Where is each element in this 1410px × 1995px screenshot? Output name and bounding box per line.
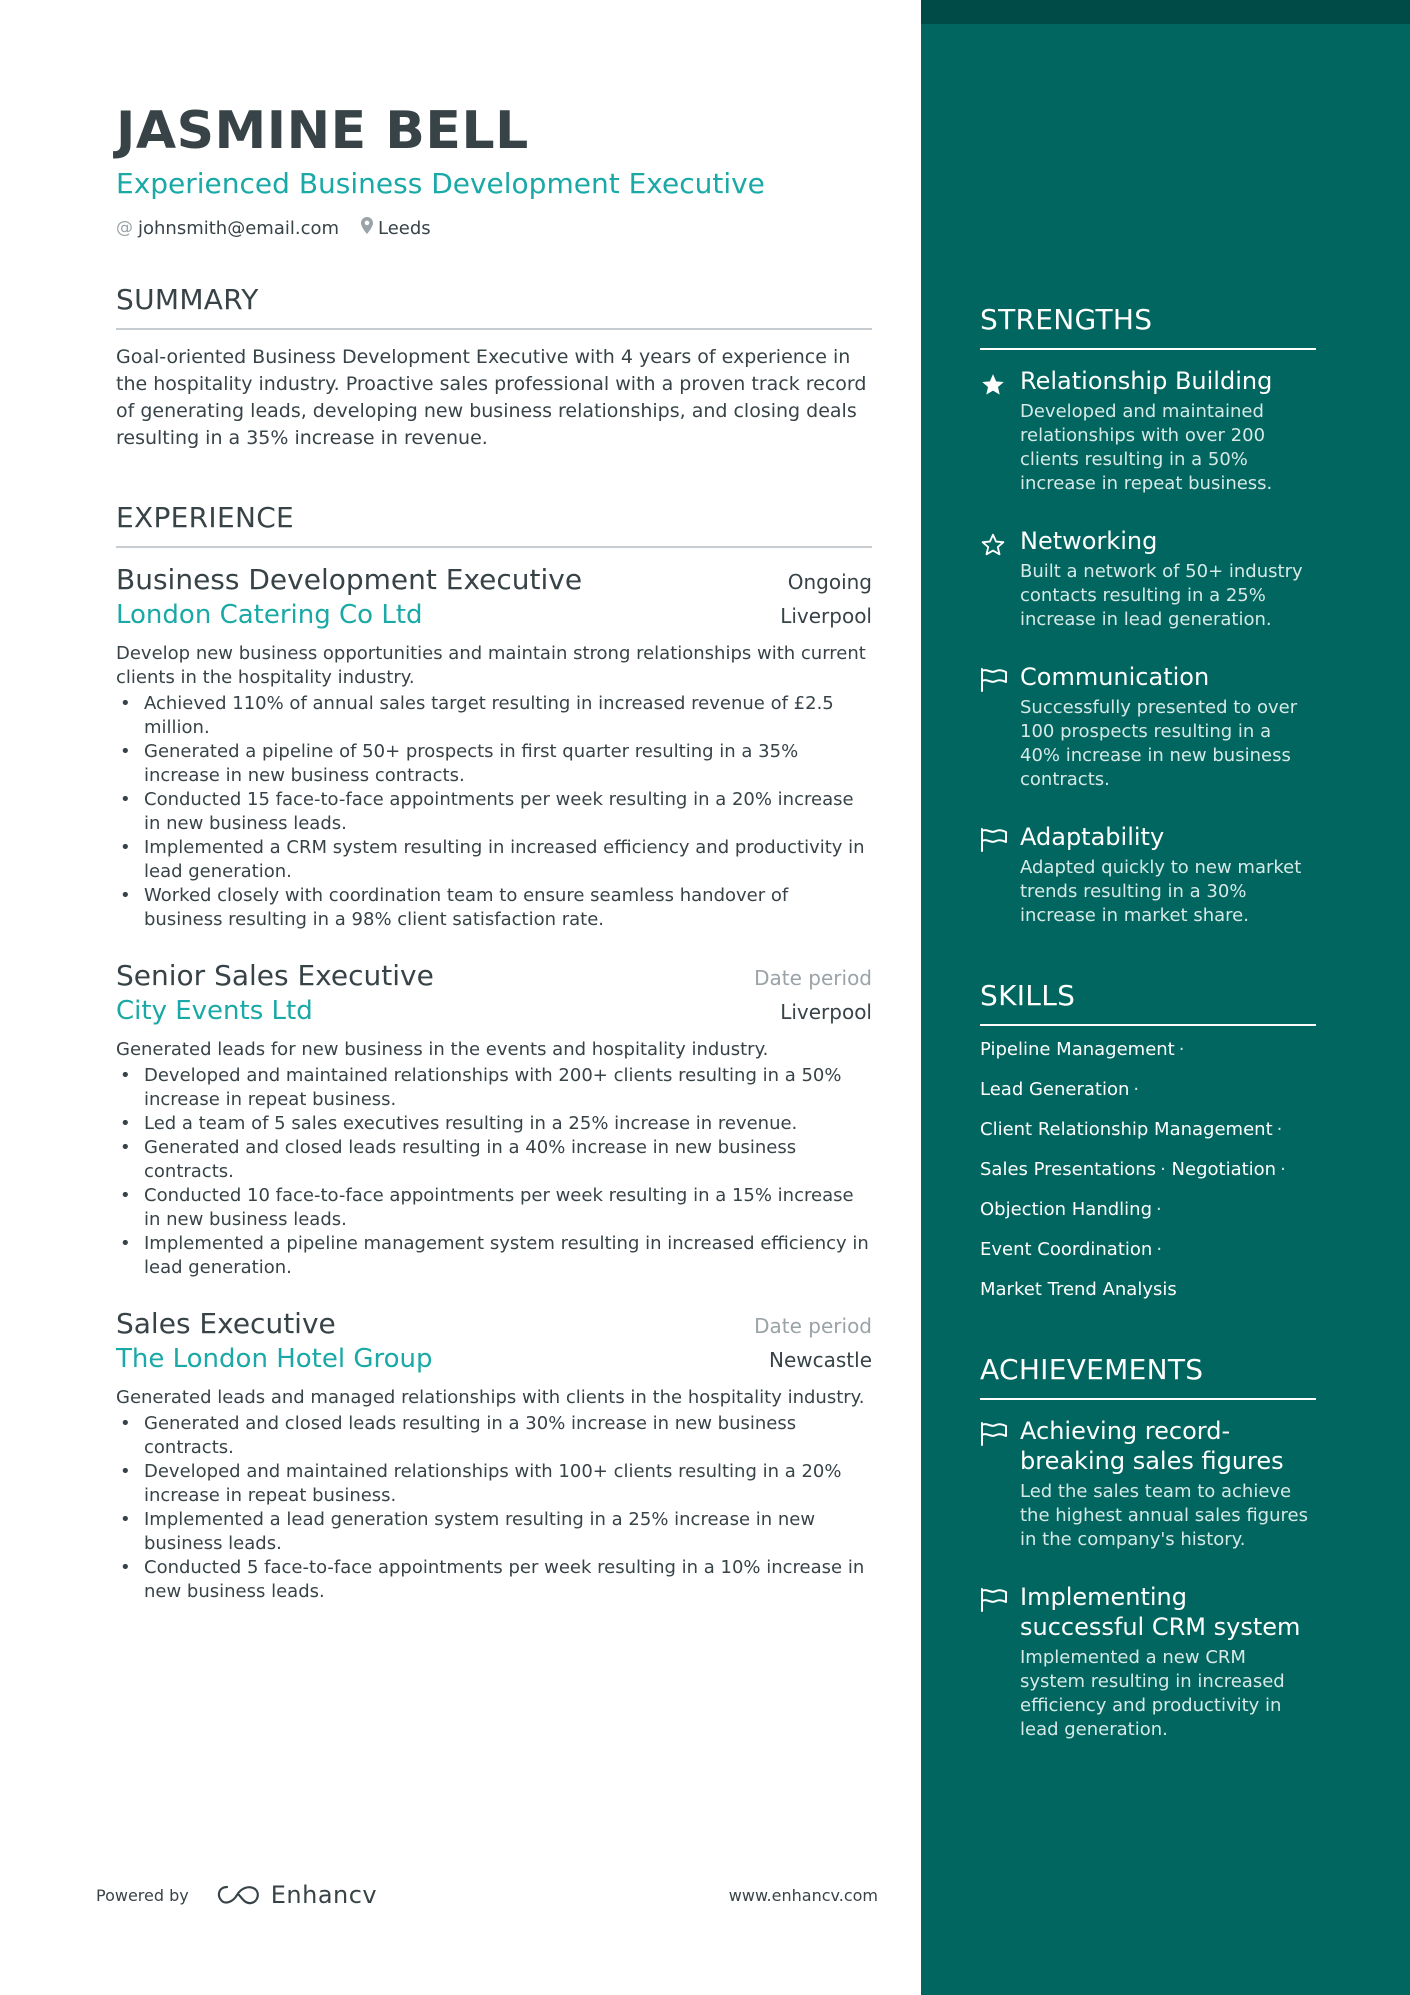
- achievement-description: Led the sales team to achieve the highest annual sales figures in the company's history.: [1020, 1481, 1308, 1550]
- skill-item: Event Coordination: [980, 1239, 1153, 1260]
- strength-description: Built a network of 50+ industry contacts resulting in a 25% increase in lead generation.: [1020, 561, 1303, 630]
- bullet-item: • Conducted 15 face-to-face appointments per week resulting in a 20% increase in new business leads.: [116, 788, 872, 836]
- job-description: Generated leads for new business in the events and hospitality industry.: [116, 1039, 769, 1060]
- strength-title: Adaptability: [1020, 823, 1165, 851]
- powered-by-label: Powered by: [96, 1885, 189, 1905]
- job-date: Date period: [754, 1314, 872, 1338]
- bullet-item: • Implemented a CRM system resulting in increased efficiency and productivity in lead generation.: [116, 836, 872, 884]
- achievement-title: Achieving record-breaking sales figures: [1020, 1417, 1284, 1475]
- strength-title: Networking: [1020, 527, 1158, 555]
- skill-line: Client Relationship Management ·: [980, 1119, 1283, 1140]
- summary-section: [116, 282, 872, 452]
- summary-text: Goal-oriented Business Development Executive with 4 years of experience in the hospitality industry. Proactive sales professional with a proven track record of generating leads, developing new business relationships, and closing deals resulting in a 35% increase in revenue.: [116, 346, 867, 449]
- strength-item: [980, 366, 1316, 496]
- bullet-item: • Developed and maintained relationships with 200+ clients resulting in a 50% increase in repeat business.: [116, 1064, 872, 1112]
- website-link[interactable]: www.enhancv.com: [728, 1885, 878, 1905]
- strength-item: [980, 526, 1316, 632]
- divider: [116, 546, 872, 548]
- skill-line: Lead Generation ·: [980, 1079, 1140, 1100]
- bullet-item: • Led a team of 5 sales executives resulting in a 25% increase in revenue.: [116, 1112, 872, 1136]
- experience-section: [116, 500, 872, 1604]
- bullet-item: • Implemented a pipeline management system resulting in increased efficiency in lead generation.: [116, 1232, 872, 1280]
- job-title: Senior Sales Executive: [116, 959, 434, 992]
- bullet-item: • Conducted 5 face-to-face appointments per week resulting in a 10% increase in new business leads.: [116, 1556, 872, 1604]
- skill-line: Pipeline Management ·: [980, 1039, 1185, 1060]
- strength-title: Relationship Building: [1020, 367, 1273, 395]
- job-company: London Catering Co Ltd: [116, 600, 423, 630]
- skill-item: Objection Handling: [980, 1199, 1153, 1220]
- experience-title: EXPERIENCE: [116, 501, 295, 534]
- flag-icon: [980, 1582, 1020, 1742]
- map-pin-icon: [361, 217, 373, 239]
- strength-item: [980, 662, 1316, 792]
- divider: [116, 328, 872, 330]
- achievements-section: [980, 1352, 1316, 1742]
- at-icon: @: [116, 218, 133, 238]
- summary-title: SUMMARY: [116, 283, 259, 316]
- bullet-item: • Worked closely with coordination team to ensure seamless handover of business resulting in a 98% client satisfaction rate.: [116, 884, 872, 932]
- skill-item: Pipeline Management: [980, 1039, 1175, 1060]
- skill-line: Sales Presentations · Negotiation ·: [980, 1159, 1286, 1180]
- skill-line: Event Coordination ·: [980, 1239, 1163, 1260]
- skill-line: [980, 1278, 1316, 1302]
- bullet-item: • Generated a pipeline of 50+ prospects in first quarter resulting in a 35% increase in new business contracts.: [116, 740, 872, 788]
- sidebar-top-band: [921, 0, 1410, 24]
- brand-text: Enhancv: [270, 1881, 378, 1909]
- skills-section: [980, 978, 1316, 1302]
- achievement-description: Implemented a new CRM system resulting in increased efficiency and productivity in lead generation.: [1020, 1647, 1285, 1740]
- job-location: Newcastle: [769, 1348, 872, 1372]
- strength-title: Communication: [1020, 663, 1210, 691]
- bullet-item: • Achieved 110% of annual sales target resulting in increased revenue of £2.5 million.: [116, 692, 872, 740]
- strength-item: [980, 822, 1316, 928]
- enhancv-logo[interactable]: [215, 1881, 377, 1909]
- skill-item: Market Trend Analysis: [980, 1279, 1177, 1300]
- job-bullets: [116, 1412, 872, 1604]
- strengths-section: [980, 302, 1316, 928]
- skills-title: SKILLS: [980, 979, 1076, 1012]
- job-bullets: [116, 692, 872, 932]
- flag-icon: [980, 1416, 1020, 1552]
- skills-list: [980, 1038, 1316, 1302]
- job-description: Generated leads and managed relationships with clients in the hospitality industry.: [116, 1387, 865, 1408]
- job-entry: [116, 958, 872, 1280]
- sidebar: [921, 0, 1410, 1995]
- achievements-title: ACHIEVEMENTS: [980, 1353, 1204, 1386]
- divider: [980, 1024, 1316, 1026]
- divider: [980, 1398, 1316, 1400]
- sidebar-content: [980, 302, 1316, 1742]
- job-company: The London Hotel Group: [116, 1344, 433, 1374]
- skill-line: Objection Handling ·: [980, 1199, 1162, 1220]
- achievement-item: [980, 1416, 1316, 1552]
- enhancv-logo-icon: [215, 1884, 261, 1906]
- strengths-title: STRENGTHS: [980, 303, 1153, 336]
- job-entry: [116, 1306, 872, 1604]
- achievement-title: Implementing successful CRM system: [1020, 1583, 1301, 1641]
- email-text: johnsmith@email.com: [138, 217, 340, 239]
- strength-description: Adapted quickly to new market trends resulting in a 30% increase in market share.: [1020, 857, 1302, 926]
- bullet-item: • Developed and maintained relationships with 100+ clients resulting in a 20% increase in repeat business.: [116, 1460, 872, 1508]
- job-company: City Events Ltd: [116, 996, 313, 1026]
- star-outline-icon: [980, 526, 1020, 632]
- star-filled-icon: [980, 366, 1020, 496]
- skill-item: Sales Presentations: [980, 1159, 1157, 1180]
- job-title: Sales Executive: [116, 1307, 336, 1340]
- job-title: Business Development Executive: [116, 563, 583, 596]
- achievement-item: [980, 1582, 1316, 1742]
- powered-by: [96, 1881, 377, 1909]
- main-content: [116, 96, 872, 1604]
- strength-description: Developed and maintained relationships with over 200 clients resulting in a 50% increase in repeat business.: [1020, 401, 1273, 494]
- job-description: Develop new business opportunities and maintain strong relationships with current clients in the hospitality industry.: [116, 643, 866, 688]
- skill-item: Negotiation: [1171, 1159, 1277, 1180]
- skill-item: Lead Generation: [980, 1079, 1130, 1100]
- candidate-headline: Experienced Business Development Executive: [116, 167, 765, 200]
- bullet-item: • Generated and closed leads resulting in a 40% increase in new business contracts.: [116, 1136, 872, 1184]
- contact-location: [361, 217, 431, 239]
- flag-icon: [980, 662, 1020, 792]
- bullet-item: • Implemented a lead generation system resulting in a 25% increase in new business leads.: [116, 1508, 872, 1556]
- contact-info: [116, 214, 872, 242]
- bullet-item: • Conducted 10 face-to-face appointments per week resulting in a 15% increase in new business leads.: [116, 1184, 872, 1232]
- job-entry: [116, 562, 872, 932]
- job-location: Liverpool: [780, 604, 872, 628]
- candidate-name: JASMINE BELL: [116, 101, 529, 161]
- divider: [980, 348, 1316, 350]
- job-date: Ongoing: [787, 570, 872, 594]
- contact-email[interactable]: [116, 218, 339, 239]
- location-text: Leeds: [378, 217, 431, 239]
- job-location: Liverpool: [780, 1000, 872, 1024]
- skill-item: Client Relationship Management: [980, 1119, 1273, 1140]
- flag-icon: [980, 822, 1020, 928]
- strength-description: Successfully presented to over 100 prospects resulting in a 40% increase in new business contracts.: [1020, 697, 1298, 790]
- job-bullets: [116, 1064, 872, 1280]
- bullet-item: • Generated and closed leads resulting in a 30% increase in new business contracts.: [116, 1412, 872, 1460]
- job-date: Date period: [754, 966, 872, 990]
- footer: [96, 1880, 878, 1910]
